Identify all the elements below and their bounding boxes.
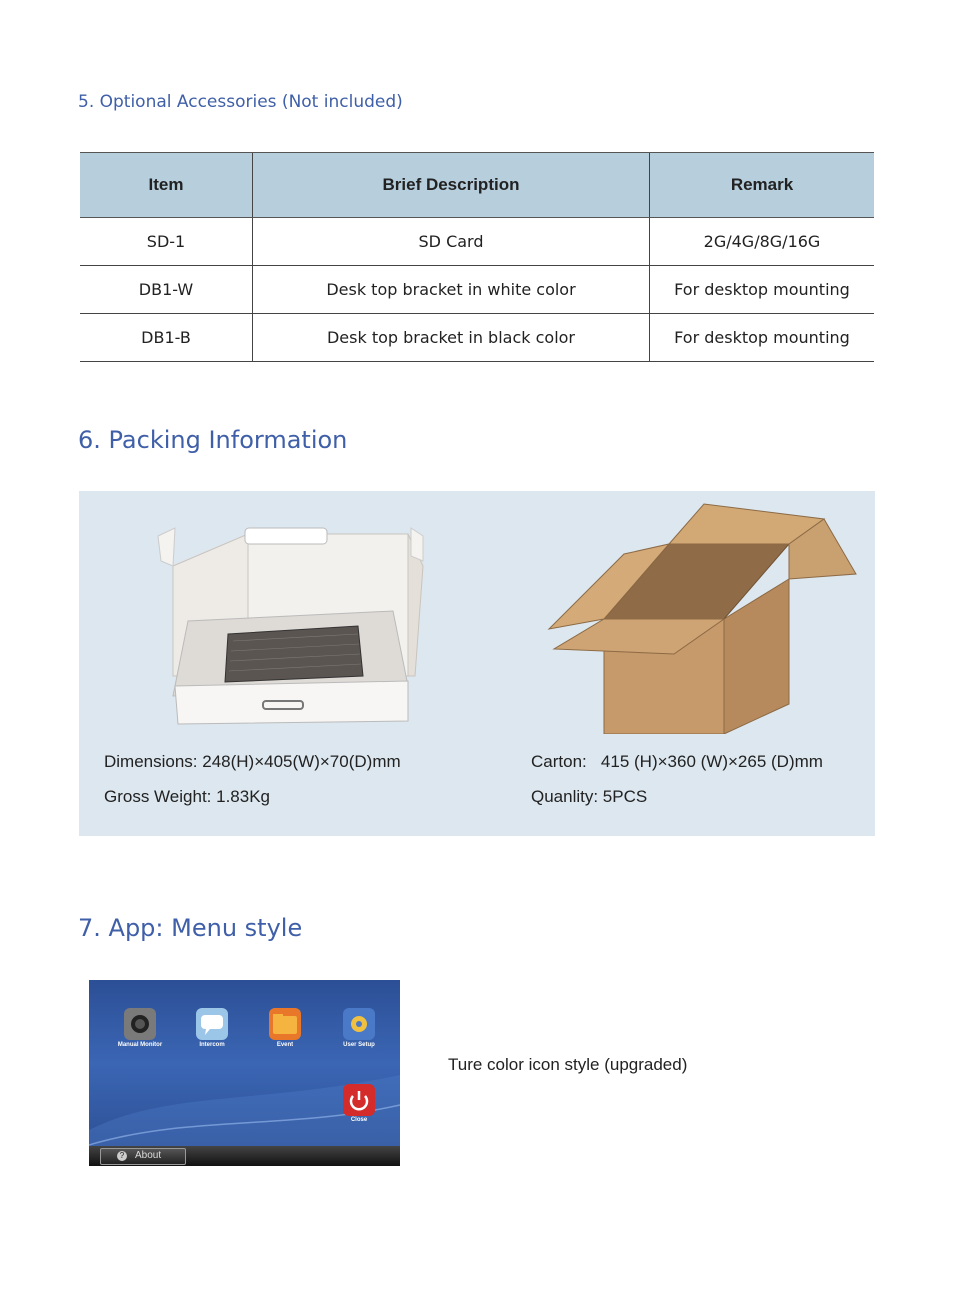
section-5-heading: 5. Optional Accessories (Not included) (78, 92, 403, 112)
dimensions-text: Dimensions: 248(H)×405(W)×70(D)mm (104, 752, 401, 771)
table-header-row (80, 153, 874, 218)
taskbar (89, 1146, 400, 1166)
column-header-description: Brief Description (253, 153, 650, 218)
app-label-intercom: Intercom (199, 1042, 225, 1048)
table-cell: 2G/4G/8G/16G (650, 218, 875, 266)
table-cell: Desk top bracket in black color (253, 314, 650, 362)
table-cell: Desk top bracket in white color (253, 266, 650, 314)
quantity-text: Quanlity: 5PCS (531, 787, 648, 806)
camera-icon[interactable] (124, 1008, 156, 1040)
section-6-heading: 6. Packing Information (78, 426, 348, 454)
folder-icon[interactable] (269, 1008, 301, 1040)
power-icon[interactable] (343, 1084, 375, 1116)
table-row (80, 218, 874, 266)
chat-icon[interactable] (196, 1008, 228, 1040)
column-header-remark: Remark (650, 153, 875, 218)
table-cell: For desktop mounting (650, 266, 875, 314)
carton-text: Carton: 415 (H)×360 (W)×265 (D)mm (531, 752, 823, 771)
packing-panel (79, 491, 875, 836)
table-cell: DB1-B (80, 314, 253, 362)
table-cell: SD-1 (80, 218, 253, 266)
carton-image (544, 499, 859, 734)
table-cell: DB1-W (80, 266, 253, 314)
section-7-heading: 7. App: Menu style (78, 914, 303, 942)
table-row (80, 314, 874, 362)
table-cell: For desktop mounting (650, 314, 875, 362)
column-header-item: Item (80, 153, 253, 218)
gross-weight-text: Gross Weight: 1.83Kg (104, 787, 270, 806)
about-label: About (135, 1150, 162, 1161)
icon-style-caption: Ture color icon style (upgraded) (448, 1055, 688, 1074)
about-button[interactable] (100, 1148, 186, 1165)
app-label-event: Event (276, 1042, 294, 1048)
help-icon: ? (117, 1151, 127, 1161)
table-row (80, 266, 874, 314)
accessories-table (80, 152, 874, 362)
product-box-image (153, 526, 443, 731)
table-cell: SD Card (253, 218, 650, 266)
app-label-manual-monitor: Manual Monitor (117, 1042, 163, 1048)
app-menu-screenshot (89, 980, 400, 1166)
app-label-close: Close (350, 1117, 368, 1123)
settings-icon[interactable] (343, 1008, 375, 1040)
app-label-user-setup: User Setup (343, 1042, 375, 1048)
